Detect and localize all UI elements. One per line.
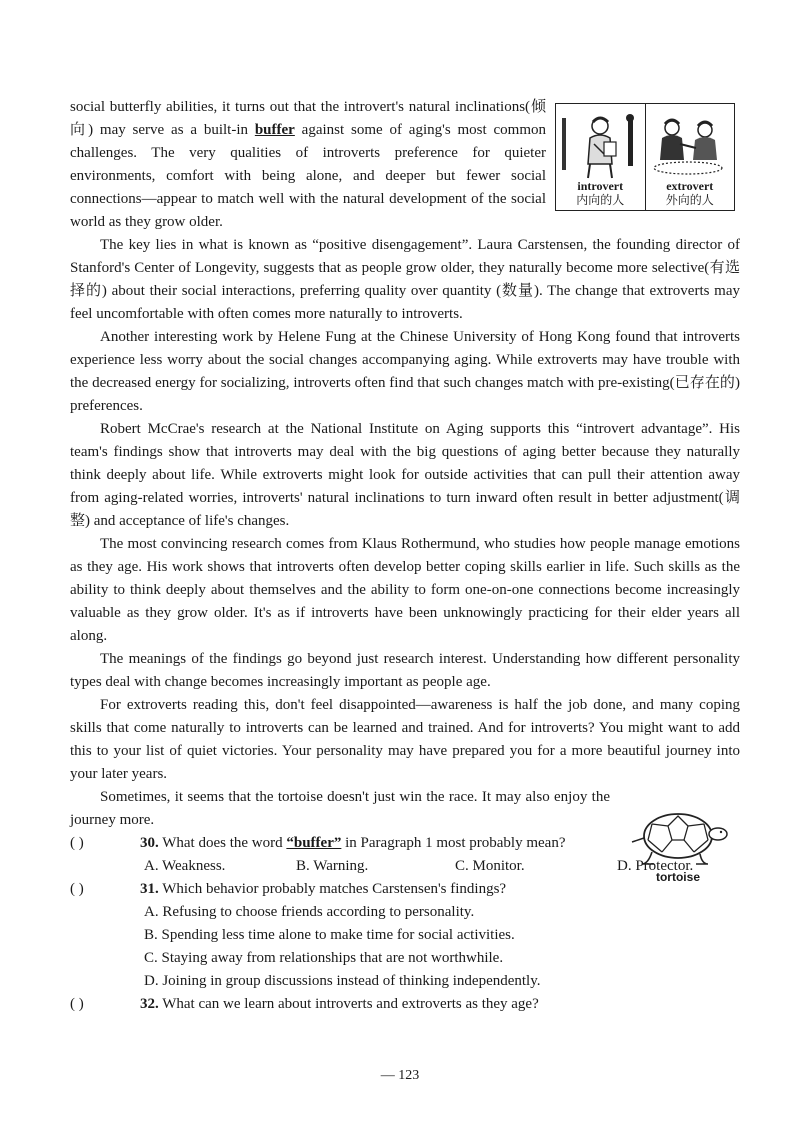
question-32-stem (140, 993, 539, 1016)
paragraph-3: Another interesting work by Helene Fung at the Chinese University of Hong Kong found that introverts experience less worry about the social changes accompanying aging. While extroverts may have trouble with the decreased energy for socializing, introverts often find that such changes match with pre-existing(已存在的) preferences. (70, 329, 740, 414)
answer-blank[interactable]: ( ) (70, 835, 84, 851)
option[interactable]: A. Weakness. (144, 858, 226, 874)
option[interactable]: C. Monitor. (455, 858, 525, 874)
paragraph-1-text-a: social butterfly abilities, it turns out that the introvert's natural inclinations(倾向) may serve as a built-in (70, 99, 546, 138)
tortoise-caption: tortoise (655, 870, 700, 884)
question-number: 32. (140, 996, 159, 1012)
paragraph-4: Robert McCrae's research at the National Institute on Aging supports this “introvert advantage”. His team's findings show that introverts may deal with the big questions of aging better because they naturally think deeply about life. While extroverts might look for outside activities that can pull their attention away from aging-related worries, introverts' natural inclinations to turn inward often result in better adjustment(调整) and acceptance of life's changes. (70, 421, 740, 529)
extrovert-chinese-label: 外向的人 (665, 193, 714, 207)
option[interactable]: D. Joining in group discussions instead of thinking independently. (144, 973, 541, 989)
paragraph-7: For extroverts reading this, don't feel disappointed—awareness is half the job done, and many coping skills that come naturally to introverts can be learned and trained. And for introverts? You might want to add this to your list of quiet victories. Your personality may have prepared you for a more beautiful journey into your later years. (70, 697, 740, 782)
question-30 (70, 832, 740, 855)
option[interactable]: B. Spending less time alone to make time for social activities. (144, 927, 515, 943)
option[interactable]: A. Refusing to choose friends according to personality. (144, 904, 475, 920)
paragraph-5: The most convincing research comes from Klaus Rothermund, who studies how people manage emotions as they age. His work shows that introverts often develop better coping skills earlier in life. Such skills as the ability to think deeply about themselves and the ability to form one-on-one connections become increasingly valuable as they grow older. It's as if introverts have been unknowingly practicing for their elder years all along. (70, 536, 740, 644)
paragraph-6: The meanings of the findings go beyond just research interest. Understanding how different personality types deal with change becomes increasingly important as people age. (70, 651, 740, 690)
answer-blank[interactable]: ( ) (70, 881, 84, 897)
page-number: — 123 (380, 1068, 420, 1083)
answer-blank[interactable]: ( ) (70, 996, 84, 1012)
paragraph-8: Sometimes, it seems that the tortoise doesn't just win the race. It may also enjoy the journey more. (70, 789, 610, 828)
question-number: 30. (140, 835, 159, 851)
introvert-chinese-label: 内向的人 (576, 193, 625, 207)
question-30-stem (140, 832, 565, 855)
extrovert-label: extrovert (666, 179, 714, 193)
question-31-stem (140, 878, 506, 901)
question-32 (70, 993, 740, 1016)
question-31 (70, 878, 740, 901)
reading-passage (70, 96, 740, 1016)
option[interactable]: D. Protector. (617, 858, 694, 874)
question-31-text: Which behavior probably matches Carstensen's findings? (158, 881, 507, 897)
question-30-text-b: in Paragraph 1 most probably mean? (341, 835, 566, 851)
paragraph-1-text-b: against some of aging's most common challenges. The very qualities of introverts preference for quieter environments, comfort with being alone, and deeper but fewer social connections—appear to match well with the natural development of the social world as they grow older. (70, 122, 546, 230)
buffer-keyword: buffer (254, 122, 295, 138)
question-32-text: What can we learn about introverts and extroverts as they age? (158, 996, 539, 1012)
paragraph-2: The key lies in what is known as “positive disengagement”. Laura Carstensen, the founding director of Stanford's Center of Longevity, suggests that as people grow older, they naturally become more selective(有选择的) about their social interactions, preferring quality over quantity (数量). The change that extroverts may feel uncomfortable with often comes more naturally to introverts. (70, 237, 740, 322)
question-number: 31. (140, 881, 159, 897)
introvert-label: introvert (577, 179, 624, 193)
buffer-keyword-question: “buffer” (286, 835, 342, 851)
question-30-text-a: What does the word (158, 835, 287, 851)
option[interactable]: C. Staying away from relationships that are not worthwhile. (144, 950, 504, 966)
question-30-options (70, 855, 740, 878)
paragraph-1 (70, 96, 546, 234)
option[interactable]: B. Warning. (296, 858, 369, 874)
